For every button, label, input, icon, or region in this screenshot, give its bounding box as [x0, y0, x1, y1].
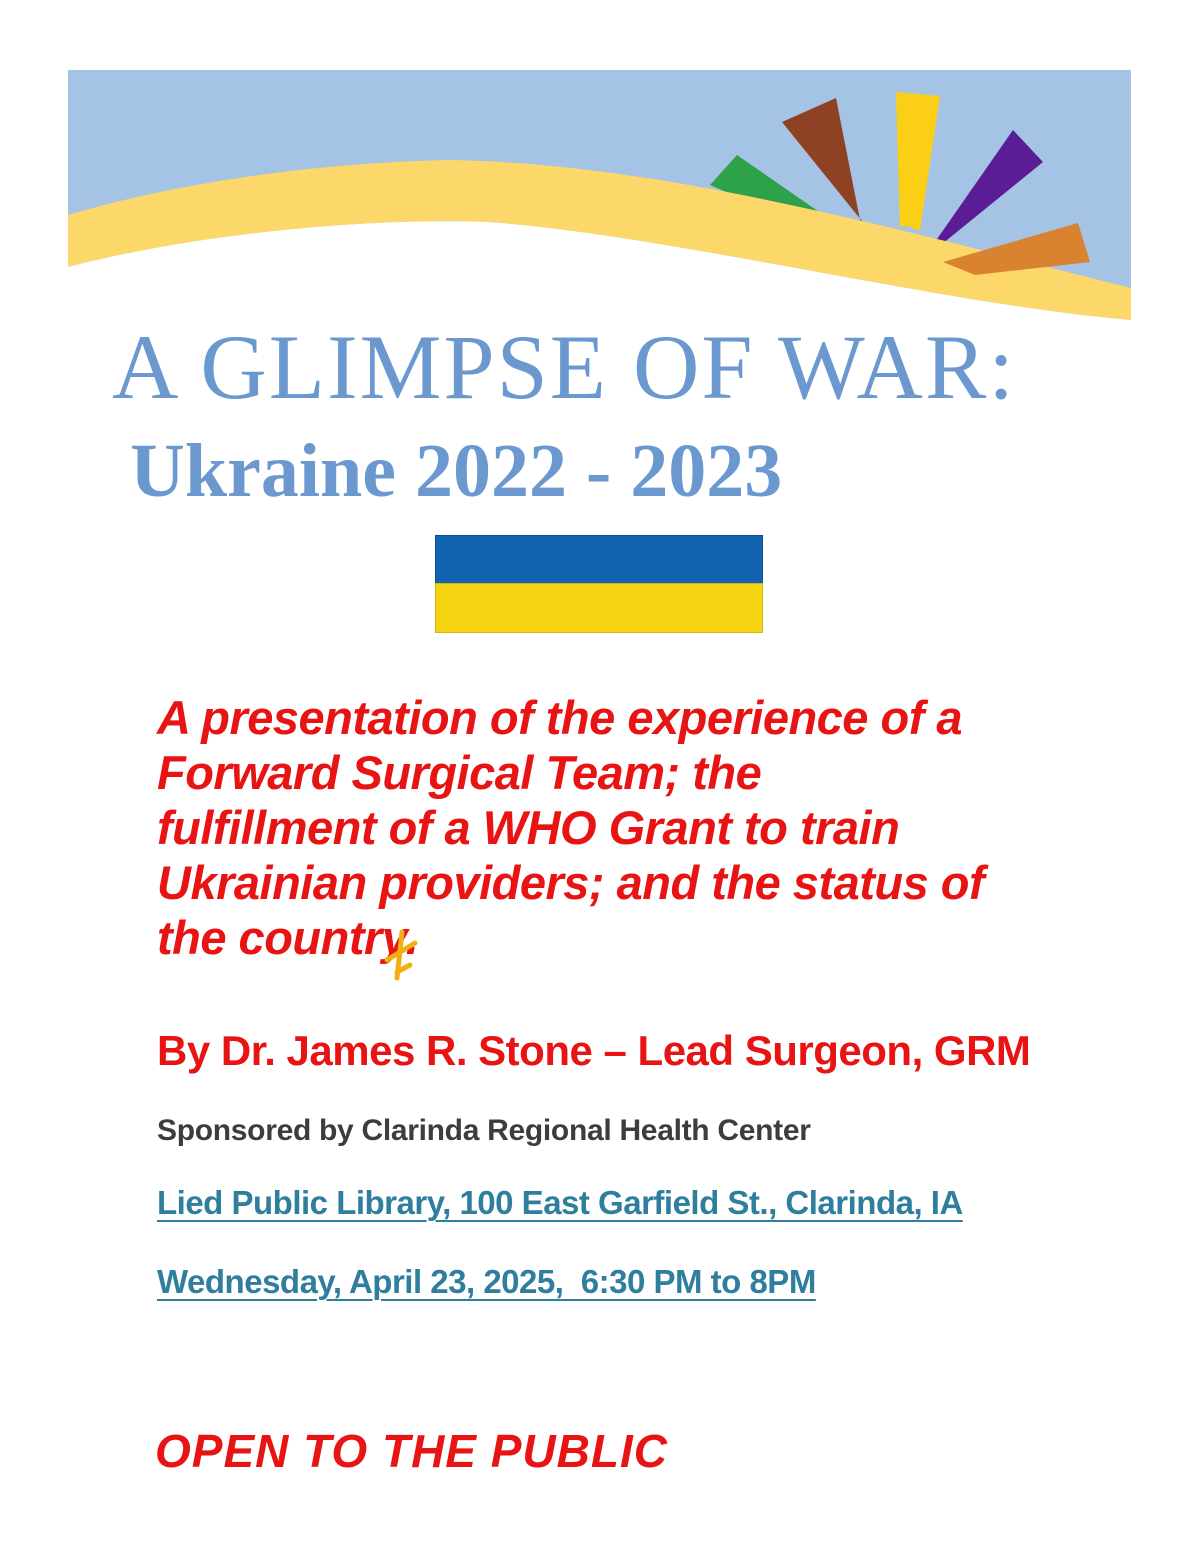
flag-blue-stripe: [436, 536, 763, 584]
description-line: Forward Surgical Team; the: [157, 746, 762, 799]
description-line: Ukrainian providers; and the status of: [157, 856, 985, 909]
open-to-public-text: OPEN TO THE PUBLIC: [155, 1425, 668, 1477]
presenter-byline: By Dr. James R. Stone – Lead Surgeon, GRM: [157, 1027, 1031, 1074]
ukraine-flag: [435, 535, 763, 633]
trident-icon: [383, 928, 419, 982]
venue-link[interactable]: Lied Public Library, 100 East Garfield St., Clarinda, IA: [157, 1184, 963, 1221]
description-line: A presentation of the experience of a: [157, 691, 963, 744]
description-line: fulfillment of a WHO Grant to train: [157, 801, 900, 854]
sponsor-text: Sponsored by Clarinda Regional Health Center: [157, 1114, 811, 1147]
datetime-link[interactable]: Wednesday, April 23, 2025, 6:30 PM to 8PM: [157, 1263, 816, 1300]
event-description: [157, 690, 984, 965]
header-banner: [68, 70, 1131, 320]
description-line: the country.: [157, 911, 419, 964]
poster-title: A GLIMPSE OF WAR:: [112, 316, 1016, 418]
poster-subtitle: Ukraine 2022 - 2023: [130, 429, 783, 513]
flag-yellow-stripe: [436, 584, 763, 633]
